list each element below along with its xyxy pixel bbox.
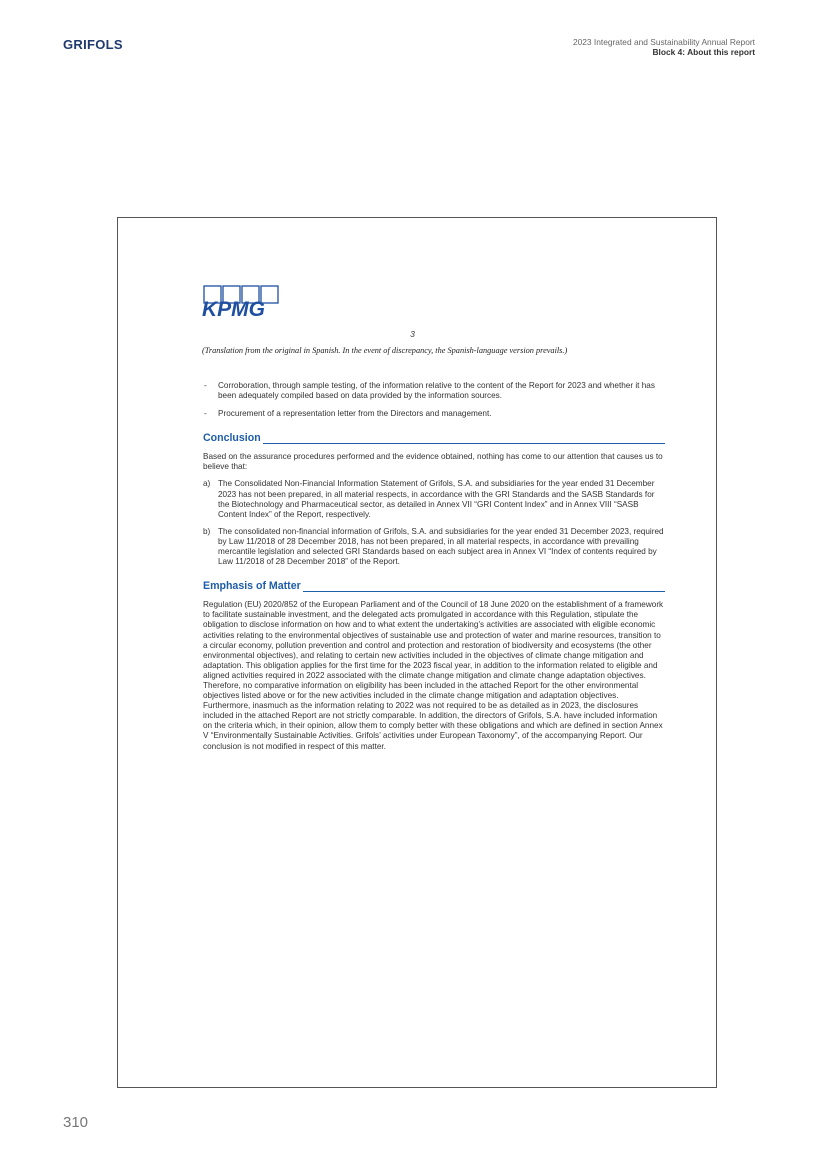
conclusion-intro: Based on the assurance procedures performed and the evidence obtained, nothing has come to our attention that causes us to believe that: [203,452,663,472]
emphasis-heading [203,580,665,592]
conclusion-heading [203,432,665,444]
conclusion-item [203,527,665,567]
heading-rule [303,581,665,592]
translation-note: (Translation from the original in Spanish. In the event of discrepancy, the Spanish-language version prevails.) [202,346,568,355]
block-title: Block 4: About this report [652,47,755,57]
emphasis-text: Regulation (EU) 2020/852 of the European Parliament and of the Council of 18 June 2020 on the establishment of a framework to facilitate sustainable investment, and the delegated acts promulgated in accordance with this Regulation, stipulate the obligation to disclose information on how and to what extent the undertaking’s activities are associated with eligible economic activities relating to the environmental objectives of sustainable use and protection of water and marine resources, transition to a circular economy, pollution prevention and control and protection and restoration of biodiversity and ecosystems (the other environmental objectives), and relating to certain new activities included in the objectives of climate change mitigation and adaptation. This obligation applies for the first time for the 2023 fiscal year, in addition to the information related to eligible and aligned activities required in 2022 associated with the climate change mitigation and climate change adaptation objectives. Therefore, no comparative information on eligibility has been included in the attached Report for the other environmental objectives listed above or for the new activities included in the climate change mitigation and adaptation objectives. Furthermore, inasmuch as the information relating to 2022 was not required to be as detailed as in 2023, the disclosures included in the attached Report are not strictly comparable. In addition, the directors of Grifols, S.A. have included information on the criteria which, in their opinion, allow them to comply better with these obligations and which are defined in section Annex V “Environmentally Sustainable Activities. Grifols’ activities under European Taxonomy”, of the accompanying Report. Our conclusion is not modified in respect of this matter. [203,600,664,751]
procedure-bullet: - Procurement of a representation letter from the Directors and management. [203,409,665,419]
kpmg-logo-text: KPMG [202,298,265,320]
item-text: The consolidated non-financial information of Grifols, S.A. and subsidiaries for the year ended 31 December 2023, required by Law 11/2018 of 28 December 2018, has not been prepared, in all material respects, in accordance with prevailing mercantile legislation and selected GRI Standards based on each subject area in Annex VI “Index of contents required by Law 11/2018 of 28 December 2018” of the Report. [218,526,664,567]
conclusion-item [203,479,665,519]
conclusion-title: Conclusion [203,432,261,445]
letter-body [203,381,665,759]
report-header [573,37,755,57]
kpmg-logo [201,284,281,320]
procedure-bullet: - Corroboration, through sample testing, of the information relative to the content of the Report for 2023 and whether it has been adequately compiled based on data provided by the information sources. [203,381,665,401]
item-label: a) [203,479,211,489]
item-label: b) [203,526,211,536]
heading-rule [263,433,665,444]
report-title: 2023 Integrated and Sustainability Annual Report [572,37,755,47]
letter-page-number: 3 [410,329,415,339]
emphasis-title: Emphasis of Matter [203,580,301,593]
item-text: The Consolidated Non-Financial Information Statement of Grifols, S.A. and subsidiaries for the year ended 31 December 2023 has not been prepared, in all material respects, in accordance with the GRI Standards and the SASB Standards for the Biotechnology and Pharmaceutical sector, as detailed in Annex VII “GRI Content Index” and in Annex VIII “SASB Content Index” of the Report, respectively. [218,479,655,519]
grifols-logo: GRIFOLS [63,37,123,52]
page-number: 310 [63,1114,89,1131]
